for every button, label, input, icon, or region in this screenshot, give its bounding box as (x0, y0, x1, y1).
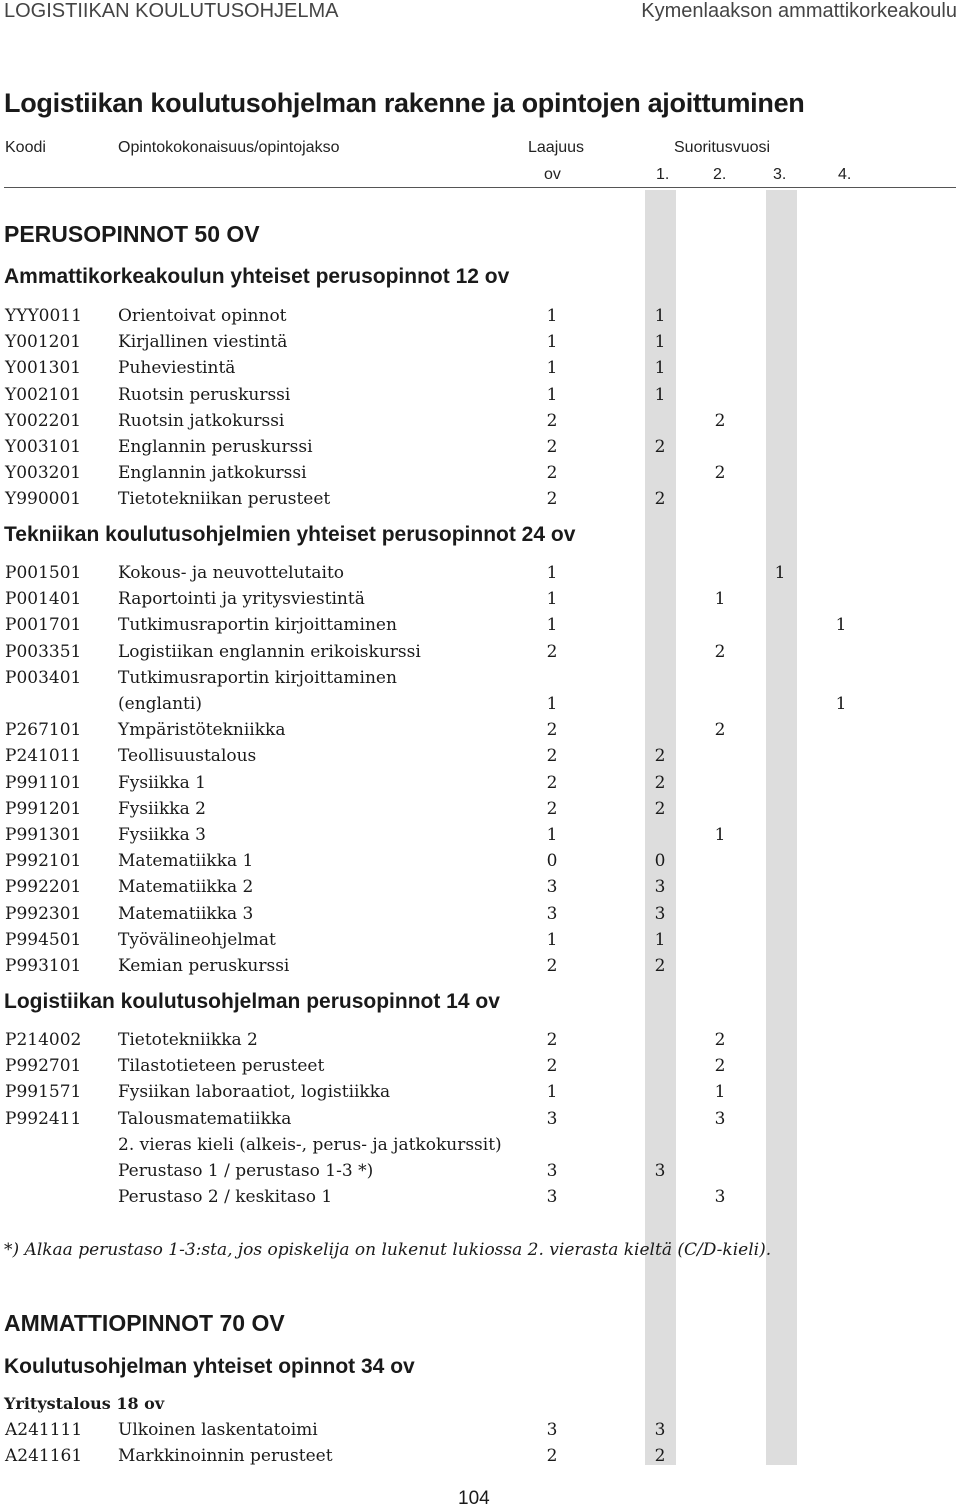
course-code: P241011 (5, 746, 82, 767)
table-row (0, 904, 960, 930)
table-row (0, 1109, 960, 1135)
table-row (0, 463, 960, 489)
year-1-value: 0 (654, 851, 666, 872)
course-code: P993101 (5, 956, 82, 976)
course-ov: 1 (546, 332, 558, 353)
course-code: P994501 (5, 929, 82, 950)
course-name: Matematiikka 2 (118, 877, 254, 898)
course-ov: 2 (546, 1056, 558, 1077)
course-code: Y001201 (5, 332, 82, 353)
course-name: Teollisuustalous (118, 746, 257, 767)
course-name: Kemian peruskurssi (118, 956, 290, 976)
course-ov: 2 (546, 746, 558, 767)
header-rule (4, 187, 956, 188)
course-name: Tietotekniikka 2 (118, 1030, 258, 1050)
course-ov: 2 (546, 489, 558, 510)
table-row (0, 411, 960, 437)
course-code: Y002201 (5, 410, 82, 431)
header-year: Suoritusvuosi (674, 139, 771, 156)
course-name: Ulkoinen laskentatoimi (118, 1420, 318, 1440)
year-1-value: 1 (654, 306, 666, 326)
header-code: Koodi (5, 139, 46, 156)
course-code: P992101 (5, 851, 82, 872)
year-2-value: 3 (714, 1108, 726, 1129)
running-head-institution: Kymenlaakson ammattikorkeakoulu (641, 0, 957, 22)
course-code: P991301 (5, 825, 82, 845)
course-ov: 1 (546, 384, 558, 405)
year-1-value: 2 (654, 1446, 666, 1467)
course-name: Markkinoinnin perusteet (118, 1446, 333, 1467)
course-name: 2. vieras kieli (alkeis-, perus- ja jatkokurssit) (118, 1134, 502, 1155)
course-ov: 3 (546, 903, 558, 924)
header-year-2: 2. (713, 166, 727, 183)
course-code: P267101 (5, 720, 82, 741)
subsection-koulutusohjelma: Koulutusohjelman yhteiset opinnot 34 ov (4, 1355, 415, 1378)
course-name: Fysiikka 1 (118, 772, 206, 793)
course-name: Tutkimusraportin kirjoittaminen (118, 667, 397, 688)
course-code: P003351 (5, 641, 82, 662)
course-ov: 1 (546, 929, 558, 950)
course-ov: 1 (546, 589, 558, 610)
course-ov: 1 (546, 358, 558, 379)
running-head (0, 0, 960, 28)
table-row (0, 668, 960, 694)
subsection-tech: Tekniikan koulutusohjelmien yhteiset perusopinnot 24 ov (4, 523, 576, 546)
table-row (0, 1135, 960, 1161)
course-ov: 2 (546, 1030, 558, 1050)
page-number: 104 (458, 1488, 490, 1509)
course-ov: 1 (546, 825, 558, 845)
table-row (0, 615, 960, 641)
course-code: P001701 (5, 615, 82, 636)
table-row (0, 642, 960, 668)
table-row (0, 1187, 960, 1213)
table-row (0, 746, 960, 772)
group-heading: Yritystalous 18 ov (4, 1394, 165, 1413)
course-code: P992701 (5, 1056, 82, 1077)
course-name: Puheviestintä (118, 358, 236, 379)
year-1-value: 2 (654, 798, 666, 819)
course-ov: 2 (546, 641, 558, 662)
year-1-value: 2 (654, 956, 666, 976)
year-1-value: 3 (654, 903, 666, 924)
course-code: A241161 (5, 1446, 83, 1467)
year-2-value: 2 (714, 720, 726, 741)
course-ov: 0 (546, 851, 558, 872)
course-name: Englannin jatkokurssi (118, 463, 307, 484)
course-ov: 3 (546, 1187, 558, 1208)
year-1-value: 3 (654, 1420, 666, 1440)
course-name: Tilastotieteen perusteet (118, 1056, 325, 1077)
table-row (0, 1082, 960, 1108)
course-code: Y002101 (5, 384, 82, 405)
year-2-value: 2 (714, 410, 726, 431)
course-name: Talousmatematiikka (118, 1108, 292, 1129)
year-1-value: 1 (654, 929, 666, 950)
table-row (0, 489, 960, 515)
year-1-value: 3 (654, 877, 666, 898)
course-name: Tutkimusraportin kirjoittaminen (118, 615, 397, 636)
table-row (0, 773, 960, 799)
course-name: (englanti) (118, 694, 202, 714)
year-1-value: 2 (654, 437, 666, 457)
course-ov: 2 (546, 1446, 558, 1467)
course-name: Ruotsin jatkokurssi (118, 410, 285, 431)
year-1-value: 1 (654, 384, 666, 405)
course-name: Fysiikan laboraatiot, logistiikka (118, 1082, 391, 1103)
header-year-1: 1. (656, 166, 670, 183)
table-row (0, 306, 960, 332)
table-row (0, 930, 960, 956)
course-name: Perustaso 2 / keskitaso 1 (118, 1187, 333, 1208)
year-4-value: 1 (835, 694, 847, 714)
course-code: P992301 (5, 903, 82, 924)
year-1-value: 2 (654, 772, 666, 793)
year-1-value: 1 (654, 332, 666, 353)
course-ov: 2 (546, 956, 558, 976)
table-row (0, 385, 960, 411)
course-code: P214002 (5, 1030, 82, 1050)
year-2-value: 1 (714, 1082, 726, 1103)
table-row (0, 1161, 960, 1187)
course-ov: 2 (546, 772, 558, 793)
header-year-3: 3. (773, 166, 787, 183)
table-row (0, 956, 960, 982)
year-1-value: 2 (654, 489, 666, 510)
course-ov: 2 (546, 463, 558, 484)
year-1-value: 1 (654, 358, 666, 379)
course-code: P991201 (5, 798, 82, 819)
course-name: Fysiikka 2 (118, 798, 206, 819)
table-row (0, 851, 960, 877)
course-ov: 1 (546, 615, 558, 636)
course-name: Ruotsin peruskurssi (118, 384, 291, 405)
course-code: YYY0011 (5, 306, 82, 326)
year-2-value: 2 (714, 1056, 726, 1077)
table-row (0, 563, 960, 589)
course-ov: 3 (546, 1161, 558, 1181)
course-code: P991571 (5, 1082, 82, 1103)
course-name: Työvälineohjelmat (118, 929, 276, 950)
table-row (0, 1420, 960, 1446)
course-name: Tietotekniikan perusteet (118, 489, 331, 510)
year-1-value: 2 (654, 746, 666, 767)
course-name: Perustaso 1 / perustaso 1-3 *) (118, 1161, 374, 1181)
footnote: *) Alkaa perustaso 1-3:sta, jos opiskelija on lukenut lukiossa 2. vierasta kieltä (C/D-kieli). (4, 1240, 772, 1260)
table-row (0, 1056, 960, 1082)
header-ov: ov (544, 166, 561, 183)
year-2-value: 1 (714, 589, 726, 610)
course-code: Y001301 (5, 358, 82, 379)
year-2-value: 2 (714, 463, 726, 484)
course-name: Ympäristötekniikka (118, 720, 286, 741)
course-name: Kirjallinen viestintä (118, 332, 288, 353)
year-4-value: 1 (835, 615, 847, 636)
course-code: Y003201 (5, 463, 82, 484)
course-ov: 3 (546, 1420, 558, 1440)
section-ammattiopinnot: AMMATTIOPINNOT 70 OV (4, 1310, 285, 1336)
course-ov: 1 (546, 694, 558, 714)
course-name: Fysiikka 3 (118, 825, 206, 845)
year-2-value: 1 (714, 825, 726, 845)
course-ov: 2 (546, 720, 558, 741)
course-code: P992201 (5, 877, 82, 898)
course-code: P001401 (5, 589, 82, 610)
table-row (0, 332, 960, 358)
course-name: Kokous- ja neuvottelutaito (118, 563, 345, 583)
course-code: Y003101 (5, 437, 82, 457)
course-name: Englannin peruskurssi (118, 437, 313, 457)
course-ov: 1 (546, 1082, 558, 1103)
table-row (0, 1446, 960, 1472)
running-head-program: LOGISTIIKAN KOULUTUSOHJELMA (4, 0, 339, 22)
course-code: P991101 (5, 772, 82, 793)
course-code: P001501 (5, 563, 82, 583)
section-perusopinnot: PERUSOPINNOT 50 OV (4, 221, 260, 247)
course-ov: 1 (546, 563, 558, 583)
course-ov: 1 (546, 306, 558, 326)
table-row (0, 358, 960, 384)
subsection-common: Ammattikorkeakoulun yhteiset perusopinnot 12 ov (4, 265, 510, 288)
table-row (0, 877, 960, 903)
header-scope: Laajuus (528, 139, 585, 156)
course-code: A241111 (5, 1420, 83, 1440)
course-code: P992411 (5, 1108, 82, 1129)
course-ov: 2 (546, 798, 558, 819)
course-ov: 3 (546, 1108, 558, 1129)
course-name: Matematiikka 3 (118, 903, 254, 924)
year-2-value: 2 (714, 641, 726, 662)
table-row (0, 1030, 960, 1056)
header-year-4: 4. (838, 166, 852, 183)
year-2-value: 2 (714, 1030, 726, 1050)
header-name: Opintokokonaisuus/opintojakso (118, 139, 340, 156)
course-name: Orientoivat opinnot (118, 306, 287, 326)
course-ov: 3 (546, 877, 558, 898)
table-row (0, 720, 960, 746)
table-row (0, 825, 960, 851)
year-3-value: 1 (774, 563, 786, 583)
year-1-value: 3 (654, 1161, 666, 1181)
course-ov: 2 (546, 437, 558, 457)
subsection-logistics: Logistiikan koulutusohjelman perusopinnot 14 ov (4, 990, 500, 1013)
course-name: Logistiikan englannin erikoiskurssi (118, 641, 421, 662)
table-row (0, 437, 960, 463)
course-ov: 2 (546, 410, 558, 431)
course-name: Matematiikka 1 (118, 851, 254, 872)
table-row (0, 694, 960, 720)
table-row (0, 589, 960, 615)
year-2-value: 3 (714, 1187, 726, 1208)
table-row (0, 799, 960, 825)
page-title: Logistiikan koulutusohjelman rakenne ja opintojen ajoittuminen (4, 88, 805, 118)
course-name: Raportointi ja yritysviestintä (118, 589, 365, 610)
course-code: P003401 (5, 667, 82, 688)
course-code: Y990001 (5, 489, 82, 510)
